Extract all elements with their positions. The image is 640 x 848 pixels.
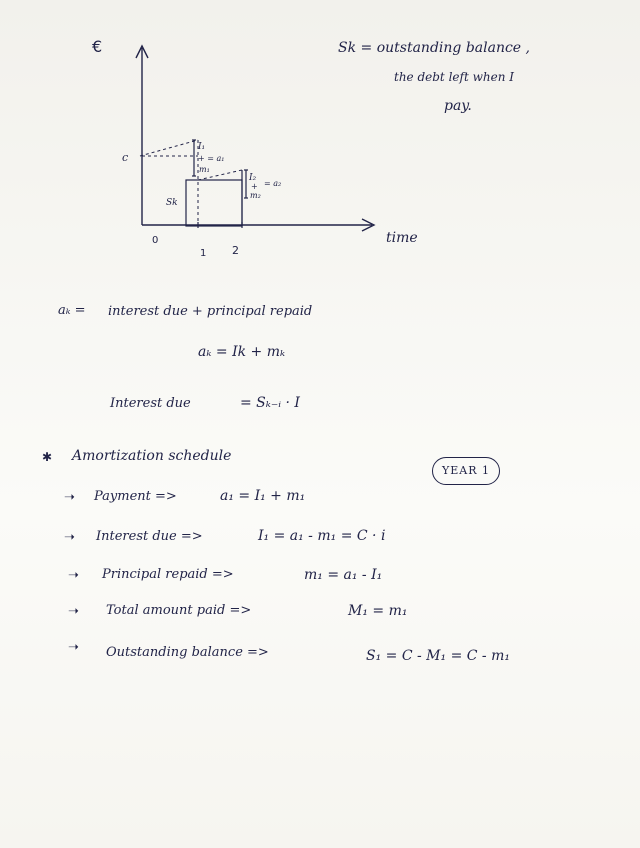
- row-label-interest: Interest due =>: [96, 529, 203, 544]
- interest-due-equation: = Sₖ₋ᵢ · I: [240, 395, 300, 411]
- m2-label: m₂: [250, 191, 261, 200]
- sk-label: Sk: [166, 198, 178, 208]
- plus2-label: +: [251, 182, 258, 191]
- sk-definition-line-2: the debt left when I: [394, 70, 514, 84]
- schedule-title: Amortization schedule: [72, 448, 232, 464]
- row-expr-total: M₁ = m₁: [348, 603, 408, 619]
- sk-rectangle: [186, 180, 242, 226]
- title-bullet-icon: ✱: [42, 450, 53, 464]
- amortization-diagram: [80, 30, 418, 260]
- tick-2-label: 2: [232, 244, 239, 257]
- row-label-outstanding: Outstanding balance =>: [106, 645, 269, 660]
- row-expr-principal: m₁ = a₁ - I₁: [304, 567, 383, 583]
- row-expr-payment: a₁ = I₁ + m₁: [220, 488, 306, 504]
- ak-definition-right: interest due + principal repaid: [108, 304, 313, 319]
- c-label: c: [122, 151, 129, 164]
- tick-1-label: 1: [200, 248, 207, 259]
- ak-definition-left: aₖ =: [58, 303, 86, 318]
- arrow-bullet-icon: ➝: [68, 640, 79, 655]
- row-label-payment: Payment =>: [94, 489, 177, 504]
- interest-due-label: Interest due: [110, 396, 191, 411]
- row-expr-interest: I₁ = a₁ - m₁ = C · i: [258, 528, 386, 544]
- arrow-bullet-icon: ➝: [68, 604, 79, 619]
- y-axis-label: €: [92, 37, 103, 56]
- ak-equation: aₖ = Ik + mₖ: [198, 344, 286, 360]
- arrow-bullet-icon: ➝: [64, 490, 75, 505]
- origin-label: 0: [152, 235, 159, 246]
- interest-slope-line: [140, 140, 198, 156]
- a2-label: = a₂: [264, 179, 282, 188]
- arrow-bullet-icon: ➝: [68, 568, 79, 583]
- i1-label: I₁: [198, 142, 206, 152]
- row-expr-outstanding: S₁ = C - M₁ = C - m₁: [366, 648, 510, 664]
- a1-label: + = a₁: [198, 154, 225, 163]
- row-label-total: Total amount paid =>: [106, 603, 252, 618]
- m1-label: m₁: [199, 165, 210, 174]
- sk-definition-line-1: Sk = outstanding balance ,: [338, 40, 530, 56]
- i2-label: I₂: [249, 173, 257, 183]
- arrow-bullet-icon: ➝: [64, 530, 75, 545]
- x-axis-label: time: [386, 230, 418, 246]
- sk-definition-line-3: pay.: [444, 98, 472, 114]
- row-label-principal: Principal repaid =>: [102, 567, 234, 582]
- year-badge: YEAR 1: [432, 457, 500, 485]
